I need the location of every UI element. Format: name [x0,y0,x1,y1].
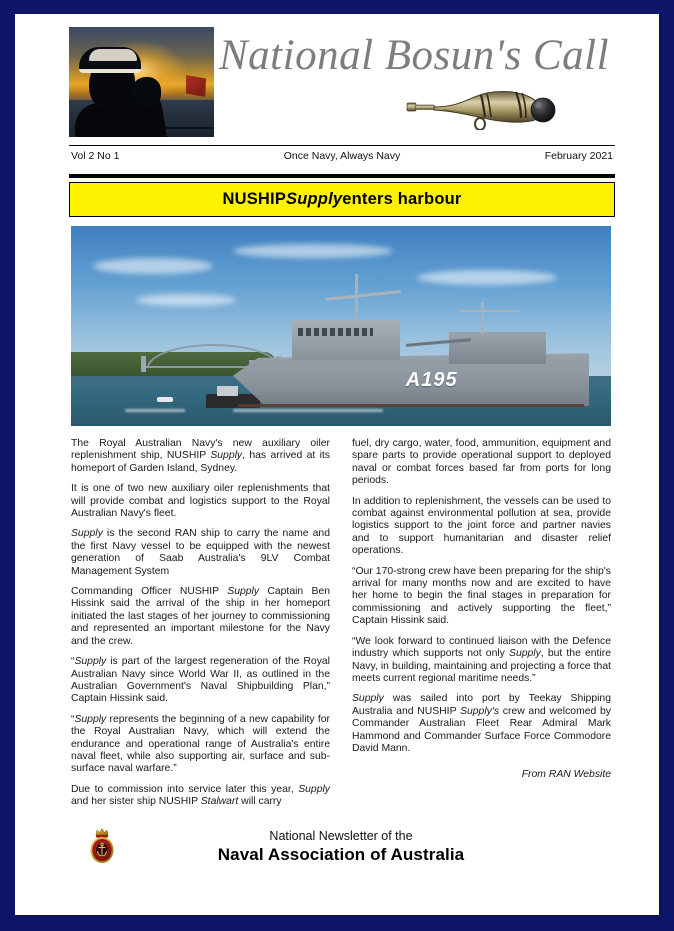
footer-subtitle: National Newsletter of the [269,829,413,843]
sailor-cap-crown [89,49,137,61]
article-paragraph: Supply is the second RAN ship to carry the name and the first Navy vessel to be equipped with the newest generation of Saab Australia's 9LV Combat Management System [71,528,330,577]
photo-wake [125,409,185,412]
article-paragraph: The Royal Australian Navy's new auxiliary oiler replenishment ship, NUSHIP Supply, has arrived at its homeport of Garden Island, Sydney. [71,438,330,474]
article-column-left [71,438,330,817]
ship-superstructure [292,320,400,360]
ship-waterline-stripe [238,404,584,407]
photo-ensign-flag [186,75,206,97]
article-paragraph: Supply was sailed into port by Teekay Shipping Australia and NUSHIP Supply's crew and welcomed by Commander Australian Fleet Rear Admiral Mark Hammond and Commander Surface Force Commodore David Mann. [352,693,612,754]
headline-prefix: NUSHIP [222,190,287,208]
headline-ship-name: Supply [286,190,343,208]
photo-ship-rail [162,127,214,129]
photo-wake [233,409,383,412]
title-block [219,27,615,137]
ship-bridge-windows [298,328,374,336]
headline-banner [69,182,615,217]
ship-aft-yardarm [460,310,519,312]
volume-line [69,145,615,170]
ship-aft-mast [481,302,484,334]
article-paragraph: In addition to replenishment, the vessels can be used to combat against environmental pollution at sea, provide logistics support to the joint force and partner navies and to support humanitarian and disaster relief operations. [352,495,611,557]
ship-hull-number: A195 [405,369,458,391]
article-column-right [352,438,611,790]
article-paragraph: “Supply is part of the largest regeneration of the Royal Australian Navy since World War II, as outlined in the Australian Government's Naval Shipbuilding Plan,” Captain Hissink said. [71,656,330,705]
photo-tug-wheelhouse [217,386,239,396]
page-footer [71,820,611,880]
masthead-motto: Once Navy, Always Navy [283,150,401,162]
bosun-call-whistle-icon [403,84,569,130]
footer-text [71,828,611,865]
article-body [71,438,611,808]
sailor-silhouette-photo [69,27,214,137]
volume-number: Vol 2 No 1 [71,150,120,162]
sailor-cap [79,47,141,73]
photo-cloud [93,258,213,274]
photo-small-boat [157,397,173,402]
sailor-hand [131,77,161,107]
photo-cloud [417,270,557,285]
organisation-name: Naval Association of Australia [217,845,465,864]
newsletter-page [15,14,659,915]
issue-date: February 2021 [544,150,613,162]
article-paragraph: “Supply represents the beginning of a new capability for the Royal Australian Navy, which will extend the endurance and operational range of Australia's entire naval fleet, while also supporting air, surface and sub-surface naval warfare.” [71,713,330,775]
article-paragraph: Commanding Officer NUSHIP Supply Captain Ben Hissink said the arrival of the ship in her homeport initiated the last stages of her journey to commissioning and represented an important milestone for the Navy and the crew. [71,586,330,647]
ship-forward-mast [355,274,358,322]
photo-cloud [233,244,393,258]
article-paragraph: It is one of two new auxiliary oiler replenishments that will provide combat and logistics support to the Royal Australian Navy's fleet. [71,483,330,520]
article-paragraph: “Our 170-strong crew have been preparing for the ship's arrival for many months now and are excited to have her home to begin the final stages in preparation for commissioning and actively supporting the fleet,” Captain Hissink said. [352,565,611,627]
headline-suffix: enters harbour [342,190,462,208]
masthead-divider-rule [69,174,615,178]
article-paragraph: “We look forward to continued liaison with the Defence industry which supports not only Supply, but the entire Navy, in building, maintaining and projecting a force that meets current regional maritime needs.” [352,635,611,684]
article-paragraph: fuel, dry cargo, water, food, ammunition, equipment and spare parts to provide operational support to deployed naval or combat forces based far from ports for long periods. [352,438,611,487]
ship-aft-structure [449,332,546,364]
article-paragraph: Due to commission into service later this year, Supply and her sister ship NUSHIP Stalwart will carry [71,783,330,808]
page-title: National Bosun's Call [219,32,610,79]
sailor-figure [75,37,167,137]
photo-cloud [136,294,236,306]
bridge-pylon [141,356,146,372]
article-attribution: From RAN Website [521,769,611,781]
ship-photo [71,226,611,426]
masthead [69,27,615,139]
